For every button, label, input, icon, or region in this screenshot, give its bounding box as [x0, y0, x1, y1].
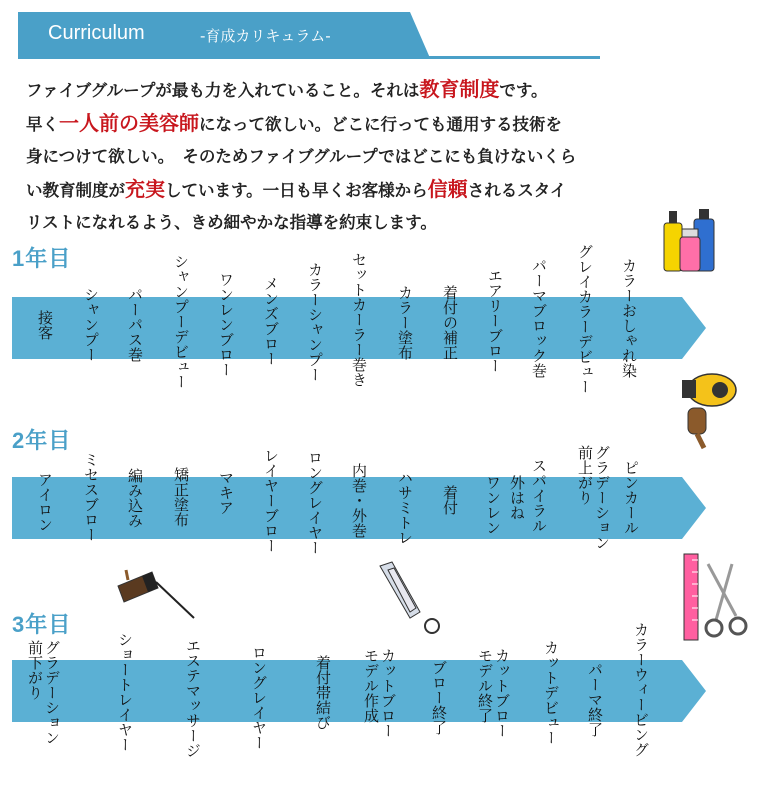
curriculum-item: カラーシャンプー: [306, 262, 324, 382]
curriculum-item: 着付: [441, 485, 459, 515]
intro-line: されるスタイ: [467, 181, 567, 200]
page-subtitle: -育成カリキュラム-: [200, 27, 331, 45]
curriculum-item: カットブロー モデル作成: [362, 648, 397, 738]
page-title: Curriculum: [48, 22, 145, 44]
intro-highlight: 一人前の美容師: [59, 111, 199, 135]
curriculum-item: レイヤーブロー: [262, 448, 280, 553]
curriculum-item: 着付の補正: [441, 285, 459, 360]
year-2-label: 2年目: [12, 428, 72, 453]
intro-highlight: 信頼: [427, 177, 468, 201]
intro-line: リストになれるよう、きめ細やかな指導を約束します。: [26, 213, 437, 232]
curriculum-item: 外はね: [508, 475, 526, 520]
intro-line: い教育制度が: [26, 181, 125, 200]
curriculum-item: グラデーション 前下がり: [26, 640, 61, 745]
curriculum-item: 内巻・外巻: [350, 463, 368, 538]
curriculum-item: カットデビュー: [542, 640, 560, 745]
curriculum-item: パーマブロック巻: [530, 258, 548, 378]
curriculum-item: ロングレイヤー: [306, 450, 324, 555]
curriculum-item: ショートレイヤー: [116, 632, 134, 752]
curriculum-item: セットカーラー巻き: [350, 252, 368, 387]
curriculum-item: グラデーション 前上がり: [576, 445, 611, 550]
year-1-label: 1年目: [12, 246, 72, 271]
curriculum-item: ピンカール: [622, 460, 640, 535]
curriculum-item: メンズブロー: [262, 276, 280, 366]
round-brush-icon: [680, 400, 720, 450]
curriculum-item: ブロー終了: [430, 660, 448, 735]
curriculum-item: アイロン: [36, 472, 54, 532]
intro-line: になって欲しい。どこに行っても通用する技術を: [199, 115, 562, 134]
curriculum-item: 矯正塗布: [172, 467, 190, 527]
curriculum-item: エアリーブロー: [486, 268, 504, 373]
curriculum-item: 接客: [36, 310, 54, 340]
intro-line: 身につけて欲しい。 そのためファイブグループではどこにも負けないくら: [26, 147, 577, 166]
curriculum-item: ミセスブロー: [82, 452, 100, 542]
curriculum-item: パーマ終了: [586, 662, 604, 737]
curriculum-item: カラー塗布: [396, 285, 414, 360]
intro-highlight: 教育制度: [419, 77, 500, 101]
curriculum-item: カラーおしゃれ染: [620, 258, 638, 378]
scissors-icon: [702, 560, 752, 640]
curriculum-item: シャンプー: [82, 287, 100, 362]
curriculum-item: マキア: [217, 470, 235, 515]
curriculum-item: ハサミトレ: [396, 470, 414, 545]
curriculum-item: グレイカラーデビュー: [576, 244, 594, 394]
curriculum-item: ワンレンブロー: [217, 272, 235, 377]
curriculum-item: エステマッサージ: [184, 638, 202, 758]
intro-line: です。: [499, 81, 548, 100]
intro-line: 早く: [26, 115, 59, 134]
curriculum-item: カットブロー モデル終了: [476, 648, 511, 738]
curriculum-item: カラーウィービング: [632, 622, 650, 757]
curriculum-item: シャンプーデビュー: [172, 254, 190, 389]
hair-iron-icon: [374, 560, 446, 636]
intro-highlight: 充実: [125, 177, 165, 201]
curriculum-item: パーパス巻: [126, 287, 144, 362]
curriculum-item: スパイラル: [530, 458, 548, 533]
intro-line: ファイブグループが最も力を入れていること。それは: [26, 81, 420, 100]
intro-text: [26, 73, 686, 239]
curriculum-item: 編み込み: [126, 468, 144, 528]
curriculum-item: ロングレイヤー: [250, 645, 268, 750]
curriculum-item: 着付帯結び: [314, 655, 332, 730]
comb-icon: [682, 552, 702, 642]
intro-line: しています。一日も早くお客様から: [165, 181, 428, 200]
shampoo-bottles-icon: [660, 205, 720, 275]
year-3-label: 3年目: [12, 612, 72, 637]
color-brush-icon: [112, 560, 196, 620]
curriculum-item: ワンレン: [484, 475, 502, 535]
header-underline: [18, 56, 600, 59]
